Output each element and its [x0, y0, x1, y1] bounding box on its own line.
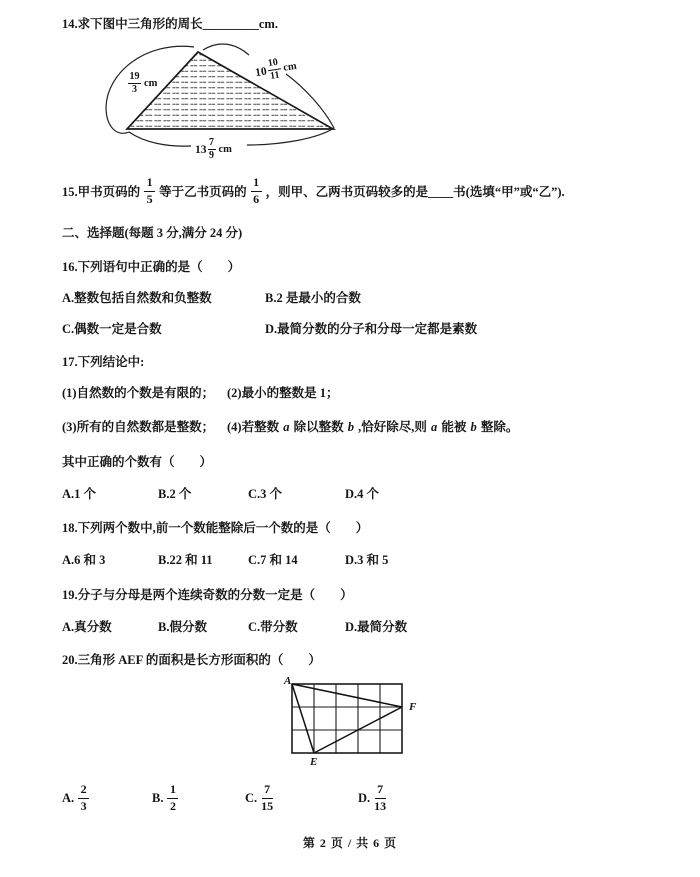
point-label-f: F: [409, 701, 417, 713]
q17-item-1: (1)自然数的个数是有限的；: [62, 386, 215, 400]
q20-option-b-numerator: 1: [167, 783, 178, 798]
q20-option-d-fraction: [374, 783, 386, 813]
rectangle-grid-figure: [284, 675, 434, 773]
q17-var-a-1: a: [283, 420, 290, 434]
question-15-stem: [62, 173, 662, 209]
side-label-bottom: [195, 138, 232, 162]
q16-option-d: D.最简分数的分子和分母一定都是素数: [265, 322, 478, 336]
q17-items-row-1: [62, 385, 662, 402]
question-17-stem: 17.下列结论中:: [62, 355, 145, 369]
q20-option-b: [152, 783, 245, 813]
q20-option-a-numerator: 2: [78, 783, 89, 798]
q20-option-c-denominator: 15: [261, 798, 274, 813]
question-20-options: [62, 781, 662, 815]
q17-var-b-1: b: [347, 420, 354, 434]
q15-text-3: ，则甲、乙两书页码较多的是____书(选填“甲”或“乙”).: [265, 185, 565, 199]
q15-text-1: 15.甲书页码的: [62, 185, 141, 199]
side-right-denominator: 11: [269, 69, 281, 82]
exam-content: [62, 16, 662, 815]
shaded-triangle-shape: [127, 52, 333, 129]
side-right-numerator: 10: [266, 57, 281, 71]
triangle-svg: [95, 41, 405, 167]
q17-item-4: [227, 419, 662, 436]
side-bottom-numerator: 7: [208, 138, 216, 150]
q17-item-2: (2)最小的整数是 1；: [227, 386, 339, 400]
q17-question-line: 其中正确的个数有（ ）: [62, 455, 213, 469]
q19-option-d: D.最简分数: [345, 620, 408, 634]
q17-item-4-text-1: (4)若整数: [227, 420, 283, 434]
q15-fraction-2-numerator: 1: [251, 176, 262, 191]
q20-option-c-fraction: [261, 783, 273, 813]
q15-fraction-1: [144, 176, 155, 206]
q20-option-a-label: A.: [62, 790, 75, 805]
q20-option-b-label: B.: [152, 790, 164, 805]
q18-option-c: C.7 和 14: [248, 553, 298, 567]
question-18-stem: 18.下列两个数中,前一个数能整除后一个数的是（ ）: [62, 521, 369, 535]
question-18-options: [62, 552, 662, 569]
q19-option-c: C.带分数: [248, 620, 298, 634]
side-right-whole: 10: [254, 65, 268, 80]
q20-option-d-label: D.: [358, 790, 371, 805]
q17-option-b: B.2 个: [158, 487, 192, 501]
q15-fraction-2: [251, 176, 262, 206]
q15-fraction-2-denominator: 6: [253, 191, 260, 206]
question-14-stem: 14.求下图中三角形的周长_________cm.: [62, 17, 278, 31]
triangle-figure: [95, 41, 405, 167]
q15-fraction-1-numerator: 1: [144, 176, 155, 191]
side-left-unit: cm: [144, 78, 158, 90]
section-2-title: 二、选择题(每题 3 分,满分 24 分): [62, 226, 243, 240]
question-19-options: [62, 619, 662, 636]
q17-var-b-2: b: [470, 420, 477, 434]
side-right-fraction: [266, 57, 283, 82]
question-16-stem: 16.下列语句中正确的是（ ）: [62, 260, 241, 274]
q20-option-a-denominator: 3: [80, 798, 87, 813]
grid-lines: [292, 684, 402, 753]
side-left-denominator: 3: [132, 83, 137, 95]
top-right-brace-curve: [203, 44, 249, 55]
q17-item-4-text-2: 除以整数: [290, 420, 347, 434]
q17-item-4-text-5: 整除。: [477, 420, 519, 434]
q17-item-3: (3)所有的自然数都是整数；: [62, 420, 215, 434]
q16-option-c: C.偶数一定是合数: [62, 322, 162, 336]
q20-option-d-denominator: 13: [374, 798, 387, 813]
side-bottom-unit: cm: [218, 144, 232, 156]
q15-fraction-1-denominator: 5: [146, 191, 153, 206]
side-bottom-denominator: 9: [209, 149, 214, 161]
q20-option-d-numerator: 7: [375, 783, 386, 798]
q20-option-a-fraction: [78, 783, 89, 813]
question-19-stem: 19.分子与分母是两个连续奇数的分数一定是（ ）: [62, 588, 353, 602]
q15-text-2: 等于乙书页码的: [159, 185, 247, 199]
triangle-aef-lines: [292, 684, 402, 753]
q17-item-4-text-3: ,恰好除尽,则: [354, 420, 430, 434]
side-bottom-fraction: [208, 138, 216, 162]
grid-outline: [292, 684, 402, 753]
q16-option-b: B.2 是最小的合数: [265, 291, 361, 305]
q19-option-b: B.假分数: [158, 620, 207, 634]
side-left-fraction: [128, 72, 141, 96]
point-label-a: A: [284, 675, 292, 687]
side-label-left: [128, 72, 157, 96]
question-16-options: [62, 290, 662, 338]
side-bottom-whole: 13: [195, 143, 207, 156]
q18-option-d: D.3 和 5: [345, 553, 389, 567]
q17-option-c: C.3 个: [248, 487, 283, 501]
side-left-numerator: 19: [128, 72, 141, 84]
q20-option-c: [245, 783, 358, 813]
q17-var-a-2: a: [430, 420, 438, 434]
question-17-options: [62, 486, 662, 503]
q20-option-d: [358, 783, 662, 813]
q20-option-b-fraction: [167, 783, 178, 813]
q20-option-c-numerator: 7: [262, 783, 273, 798]
q17-option-d: D.4 个: [345, 487, 380, 501]
rectangle-grid-svg: [284, 675, 434, 773]
q17-items-row-2: [62, 419, 662, 436]
q18-option-b: B.22 和 11: [158, 553, 213, 567]
q18-option-a: A.6 和 3: [62, 553, 106, 567]
q20-option-b-denominator: 2: [169, 798, 176, 813]
q19-option-a: A.真分数: [62, 620, 112, 634]
q20-option-c-label: C.: [245, 790, 258, 805]
q16-option-a: A.整数包括自然数和负整数: [62, 291, 212, 305]
point-label-e: E: [310, 756, 318, 768]
question-20-stem: 20.三角形 AEF 的面积是长方形面积的（ ）: [62, 653, 321, 667]
q20-option-a: [62, 783, 152, 813]
side-right-unit: cm: [282, 61, 298, 75]
page-footer: 第 2 页 / 共 6 页: [302, 836, 398, 850]
q17-option-a: A.1 个: [62, 487, 97, 501]
q17-item-4-text-4: 能被: [438, 420, 470, 434]
